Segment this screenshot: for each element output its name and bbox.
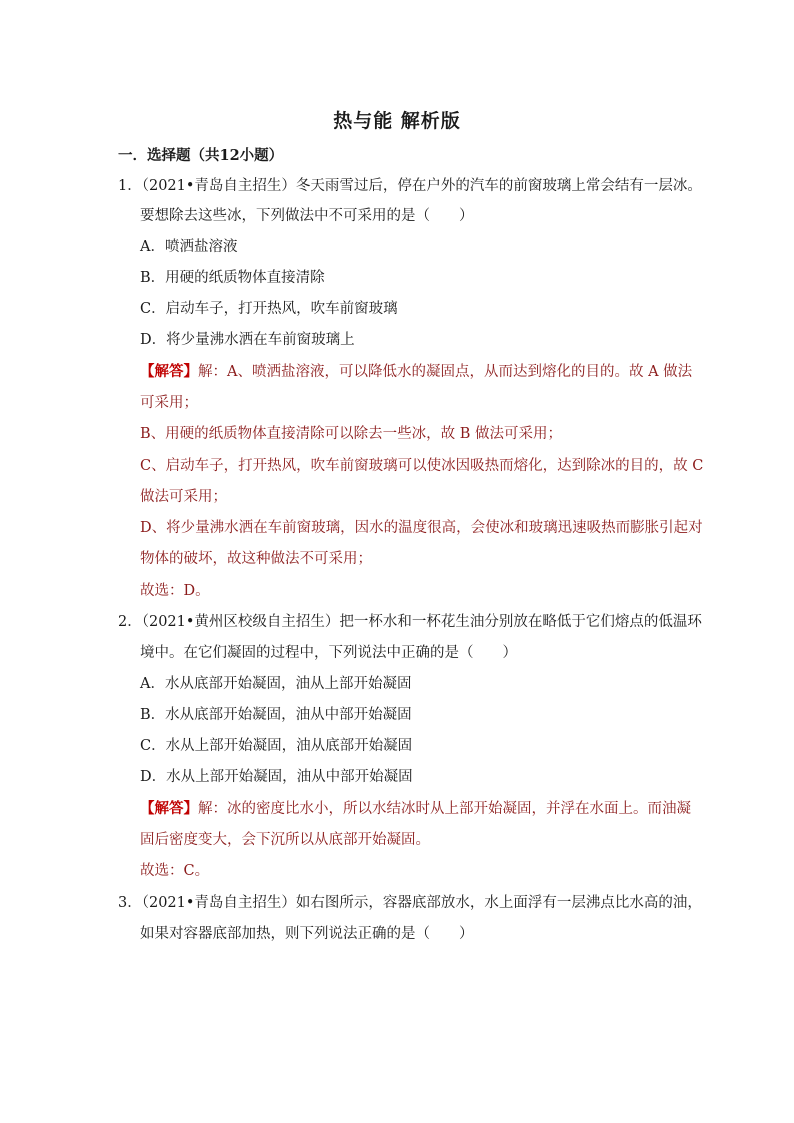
q1-answer-text1: 解：A、喷洒盐溶液，可以降低水的凝固点，从而达到熔化的目的。故 A 做法 [198, 364, 693, 380]
q1-answer-line6: D、将少量沸水洒在车前窗玻璃，因水的温度很高，会使冰和玻璃迅速吸热而膨胀引起对 [140, 520, 703, 536]
q1-stem-line1: 1．（2021•青岛自主招生）冬天雨雪过后，停在户外的汽车的前窗玻璃上常会结有一层冰。 [118, 178, 702, 194]
q2-answer-line2: 固后密度变大，会下沉所以从底部开始凝固。 [140, 832, 430, 848]
q2-option-d: D．水从上部开始凝固，油从中部开始凝固 [140, 769, 413, 785]
q2-stem-line1: 2．（2021•黄州区校级自主招生）把一杯水和一杯花生油分别放在略低于它们熔点的低温环 [118, 614, 702, 630]
q2-choice: 故选：C。 [140, 863, 210, 879]
page-title: 热与能 解析版 [333, 110, 461, 132]
q2-option-c: C．水从上部开始凝固，油从底部开始凝固 [140, 738, 413, 754]
q2-stem-line2: 境中。在它们凝固的过程中，下列说法中正确的是（ ） [140, 645, 517, 661]
q1-stem-line2: 要想除去这些冰，下列做法中不可采用的是（ ） [140, 208, 474, 224]
q1-answer-line7: 物体的破坏，故这种做法不可采用； [140, 551, 372, 567]
q1-choice: 故选：D。 [140, 583, 210, 599]
q2-answer-text1: 解：冰的密度比水小，所以水结冰时从上部开始凝固，并浮在水面上。而油凝 [198, 801, 691, 817]
section-heading: 一．选择题（共12小题） [118, 147, 284, 164]
q1-option-c: C．启动车子，打开热风，吹车前窗玻璃 [140, 301, 398, 317]
q1-option-a: A．喷洒盐溶液 [140, 239, 238, 255]
q1-option-b: B．用硬的纸质物体直接清除 [140, 270, 325, 286]
q2-answer-tag: 【解答】 [140, 800, 198, 817]
q1-answer-line4: C、启动车子，打开热风，吹车前窗玻璃可以使冰因吸热而熔化，达到除冰的目的，故 C [140, 458, 704, 474]
q1-answer-line2: 可采用； [140, 395, 198, 411]
q3-stem-line1: 3．（2021•青岛自主招生）如右图所示，容器底部放水，水上面浮有一层沸点比水高的油， [118, 895, 702, 911]
q2-answer-line1 [140, 799, 691, 819]
q2-option-a: A．水从底部开始凝固，油从上部开始凝固 [140, 676, 412, 692]
q2-option-b: B．水从底部开始凝固，油从中部开始凝固 [140, 707, 412, 723]
q1-option-d: D．将少量沸水洒在车前窗玻璃上 [140, 332, 355, 348]
q1-answer-line5: 做法可采用； [140, 489, 227, 505]
q1-answer-tag: 【解答】 [140, 363, 198, 380]
q1-answer-line1 [140, 362, 692, 382]
q3-stem-line2: 如果对容器底部加热，则下列说法正确的是（ ） [140, 926, 474, 942]
q1-answer-line3: B、用硬的纸质物体直接清除可以除去一些冰，故 B 做法可采用； [140, 426, 563, 442]
